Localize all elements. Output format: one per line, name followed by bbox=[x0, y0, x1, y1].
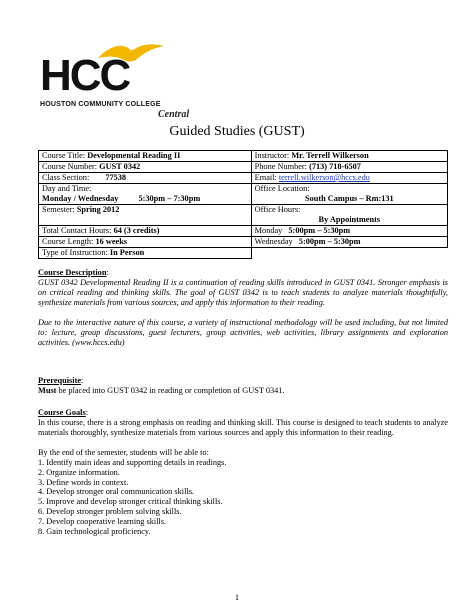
email-label: Email: bbox=[254, 173, 277, 182]
prerequisite-section bbox=[38, 376, 448, 396]
course-description-section bbox=[38, 268, 448, 348]
monday-hours-cell bbox=[251, 226, 447, 237]
instructor-cell bbox=[251, 151, 447, 162]
instructor-label: Instructor: bbox=[254, 151, 290, 160]
heading-colon: : bbox=[106, 268, 109, 277]
list-item: 3. Define words in context. bbox=[38, 477, 129, 487]
course-goals-heading: Course Goals bbox=[38, 408, 86, 417]
list-item: 8. Gain technological proficiency. bbox=[38, 526, 151, 536]
course-length-value: 16 weeks bbox=[95, 237, 128, 246]
wednesday-hours: 5:00pm – 5:30pm bbox=[298, 237, 361, 246]
instruction-type-value: In Person bbox=[109, 248, 145, 257]
hcc-logo bbox=[38, 40, 213, 120]
table-row bbox=[39, 248, 448, 259]
table-row bbox=[39, 151, 448, 162]
semester-value: Spring 2012 bbox=[76, 205, 120, 214]
office-hours-value: By Appointments bbox=[318, 215, 381, 224]
monday-hours: 5:00pm – 5:30pm bbox=[288, 226, 351, 235]
goals-list bbox=[38, 458, 448, 536]
prerequisite-text: be placed into GUST 0342 in reading or completion of GUST 0341. bbox=[56, 386, 285, 395]
course-goals-section bbox=[38, 408, 448, 536]
email-cell bbox=[251, 173, 447, 184]
table-row bbox=[39, 237, 448, 248]
wednesday-hours-cell bbox=[251, 237, 447, 248]
goals-intro: By the end of the semester, students will be able to: bbox=[38, 448, 209, 457]
page-title: Guided Studies (GUST) bbox=[169, 124, 305, 139]
prerequisite-must: Must bbox=[38, 386, 57, 395]
list-item: 6. Develop stronger problem solving skills. bbox=[38, 506, 182, 516]
prerequisite-heading: Prerequisite bbox=[38, 376, 82, 385]
phone-label: Phone Number: bbox=[254, 162, 307, 171]
instruction-type-label: Type of Instruction: bbox=[42, 248, 108, 257]
office-location-value: South Campus – Rm:131 bbox=[304, 194, 394, 203]
day-time-label: Day and Time: bbox=[42, 184, 92, 193]
office-hours-cell bbox=[251, 205, 447, 226]
heading-colon: : bbox=[85, 408, 89, 417]
course-title-label: Course Title: bbox=[42, 151, 86, 160]
course-number-label: Course Number: bbox=[42, 162, 98, 171]
table-row bbox=[39, 226, 448, 237]
course-number-cell bbox=[39, 162, 252, 173]
office-location-cell bbox=[251, 184, 447, 205]
logo-campus-name: Central bbox=[158, 109, 190, 120]
table-row bbox=[39, 162, 448, 173]
list-item: 7. Develop cooperative learning skills. bbox=[38, 516, 167, 526]
table-row bbox=[39, 173, 448, 184]
semester-label: Semester: bbox=[42, 205, 75, 214]
day-value: Monday / Wednesday bbox=[42, 194, 119, 203]
phone-value: (713) 718-6507 bbox=[309, 162, 361, 171]
time-value: 5:30pm – 7:30pm bbox=[138, 194, 201, 203]
methodology-text: Due to the interactive nature of this course, a variety of instructional methodology will be used including, but not limited to: lecture, group discussions, guest lecturers, group activities, web activities, library assignments and exploration activities. (www.hccs.edu) bbox=[38, 318, 448, 347]
course-number-value: GUST 0342 bbox=[99, 162, 141, 171]
wednesday-label: Wednesday bbox=[254, 237, 293, 246]
phone-cell bbox=[251, 162, 447, 173]
semester-cell bbox=[39, 205, 252, 226]
class-section-label: Class Section: bbox=[42, 173, 90, 182]
instructor-value: Mr. Terrell Wilkerson bbox=[291, 151, 369, 160]
list-item: 1. Identify main ideas and supporting details in readings. bbox=[38, 458, 227, 467]
course-goals-text: In this course, there is a strong emphasis on reading and thinking skill. This course is designed to teach students to analyze materials thoroughly, synthesize materials from various sources and apply this information to their reading. bbox=[38, 418, 448, 437]
logo-college-name: HOUSTON COMMUNITY COLLEGE bbox=[40, 101, 161, 108]
empty-cell bbox=[251, 248, 447, 259]
contact-hours-cell bbox=[39, 226, 252, 237]
course-description-text: GUST 0342 Developmental Reading II is a continuation of reading skills introduced in GUST 0341. Stronger emphasis is on critical reading and thinking skills. The goal of GUST 0342 is to teach students to analyze materials thoughtfully, synthesize materials from various sources, and apply this information to their reading. bbox=[38, 278, 448, 307]
logo-letters: HCC bbox=[40, 51, 130, 100]
course-info-table bbox=[38, 150, 448, 259]
list-item: 5. Improve and develop stronger critical thinking skills. bbox=[38, 497, 223, 507]
class-section-cell bbox=[39, 173, 252, 184]
list-item: 4. Develop stronger oral communication skills. bbox=[38, 487, 194, 497]
table-row bbox=[39, 205, 448, 226]
course-description-heading: Course Description bbox=[38, 268, 107, 277]
contact-hours-label: Total Contact Hours: bbox=[42, 226, 112, 235]
course-title-cell bbox=[39, 151, 252, 162]
office-location-label: Office Location: bbox=[254, 184, 310, 193]
course-length-label: Course Length: bbox=[42, 237, 94, 246]
office-hours-label: Office Hours: bbox=[254, 205, 301, 214]
day-time-cell bbox=[39, 184, 252, 205]
course-length-cell bbox=[39, 237, 252, 248]
heading-colon: : bbox=[81, 376, 84, 385]
page-number: 1 bbox=[234, 592, 240, 602]
course-title-value: Developmental Reading II bbox=[87, 151, 181, 160]
class-section-value: 77538 bbox=[105, 173, 127, 182]
instruction-type-cell bbox=[39, 248, 252, 259]
contact-hours-value: 64 (3 credits) bbox=[113, 226, 160, 235]
monday-label: Monday bbox=[254, 226, 283, 235]
email-link[interactable]: terrell.wilkerson@hccs.edu bbox=[278, 173, 370, 182]
table-row bbox=[39, 184, 448, 205]
list-item: 2. Organize information. bbox=[38, 467, 120, 477]
